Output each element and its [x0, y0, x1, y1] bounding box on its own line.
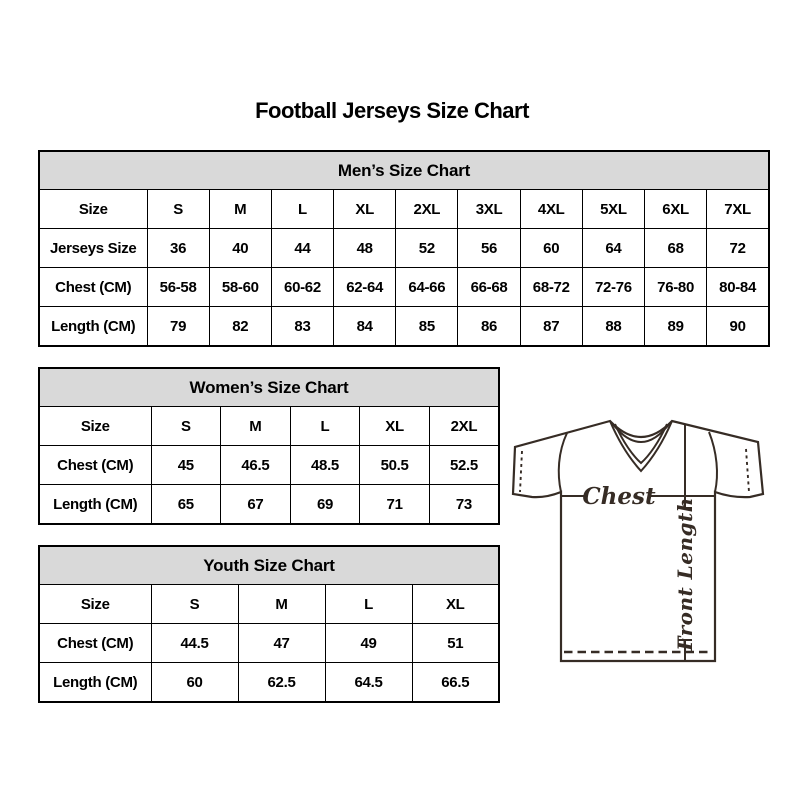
table-row: [39, 485, 499, 525]
value-cell: 86: [458, 307, 520, 347]
value-cell: 64: [582, 229, 644, 268]
value-cell: XL: [360, 407, 430, 446]
value-cell: 62.5: [238, 663, 325, 703]
row-label-cell: Chest (CM): [39, 446, 151, 485]
table-title-header: Youth Size Chart: [39, 546, 499, 585]
value-cell: 40: [209, 229, 271, 268]
value-cell: 80-84: [707, 268, 769, 307]
value-cell: 60: [151, 663, 238, 703]
value-cell: 71: [360, 485, 430, 525]
value-cell: 4XL: [520, 190, 582, 229]
table-row: [39, 190, 769, 229]
table-row: [39, 624, 499, 663]
value-cell: 2XL: [396, 190, 458, 229]
value-cell: 6XL: [645, 190, 707, 229]
value-cell: S: [151, 407, 221, 446]
row-label-cell: Size: [39, 407, 151, 446]
value-cell: 89: [645, 307, 707, 347]
value-cell: 76-80: [645, 268, 707, 307]
value-cell: 64.5: [325, 663, 412, 703]
row-label-cell: Size: [39, 585, 151, 624]
value-cell: 85: [396, 307, 458, 347]
value-cell: S: [147, 190, 209, 229]
value-cell: 82: [209, 307, 271, 347]
table-row: [39, 407, 499, 446]
table-title-header: Men’s Size Chart: [39, 151, 769, 190]
value-cell: 69: [290, 485, 360, 525]
row-label-cell: Chest (CM): [39, 268, 147, 307]
jersey-body-outline: [513, 421, 763, 661]
mens-size-chart-table: [38, 150, 770, 347]
value-cell: S: [151, 585, 238, 624]
jersey-measurement-diagram: [512, 416, 772, 666]
row-label-cell: Length (CM): [39, 485, 151, 525]
value-cell: L: [271, 190, 333, 229]
value-cell: 68: [645, 229, 707, 268]
value-cell: L: [325, 585, 412, 624]
value-cell: 79: [147, 307, 209, 347]
page-title: Football Jerseys Size Chart: [255, 98, 529, 123]
value-cell: L: [290, 407, 360, 446]
value-cell: 68-72: [520, 268, 582, 307]
front-length-label: Front Length: [673, 497, 697, 651]
value-cell: 46.5: [221, 446, 291, 485]
value-cell: 50.5: [360, 446, 430, 485]
value-cell: 48.5: [290, 446, 360, 485]
value-cell: 7XL: [707, 190, 769, 229]
table-row: [39, 663, 499, 703]
value-cell: 56: [458, 229, 520, 268]
table-row: [39, 229, 769, 268]
value-cell: XL: [412, 585, 499, 624]
value-cell: XL: [334, 190, 396, 229]
value-cell: M: [209, 190, 271, 229]
mens-size-chart-section: [38, 150, 770, 347]
value-cell: 64-66: [396, 268, 458, 307]
row-label-cell: Chest (CM): [39, 624, 151, 663]
value-cell: 66.5: [412, 663, 499, 703]
jersey-outline-icon: [512, 416, 772, 666]
value-cell: 52: [396, 229, 458, 268]
value-cell: 72: [707, 229, 769, 268]
value-cell: 3XL: [458, 190, 520, 229]
youth-size-chart-section: [38, 545, 500, 703]
value-cell: 51: [412, 624, 499, 663]
value-cell: 45: [151, 446, 221, 485]
value-cell: 60-62: [271, 268, 333, 307]
row-label-cell: Jerseys Size: [39, 229, 147, 268]
value-cell: 83: [271, 307, 333, 347]
value-cell: 48: [334, 229, 396, 268]
value-cell: 52.5: [429, 446, 499, 485]
value-cell: 67: [221, 485, 291, 525]
value-cell: 88: [582, 307, 644, 347]
table-title-header: Women’s Size Chart: [39, 368, 499, 407]
value-cell: 90: [707, 307, 769, 347]
value-cell: 36: [147, 229, 209, 268]
value-cell: 2XL: [429, 407, 499, 446]
youth-size-chart-table: [38, 545, 500, 703]
womens-size-chart-section: [38, 367, 500, 525]
value-cell: 87: [520, 307, 582, 347]
value-cell: 62-64: [334, 268, 396, 307]
row-label-cell: Length (CM): [39, 663, 151, 703]
value-cell: 47: [238, 624, 325, 663]
chest-label: Chest: [582, 483, 656, 510]
value-cell: 84: [334, 307, 396, 347]
value-cell: M: [221, 407, 291, 446]
table-row: [39, 446, 499, 485]
value-cell: 44: [271, 229, 333, 268]
table-row: [39, 307, 769, 347]
value-cell: 60: [520, 229, 582, 268]
value-cell: M: [238, 585, 325, 624]
value-cell: 58-60: [209, 268, 271, 307]
value-cell: 65: [151, 485, 221, 525]
value-cell: 44.5: [151, 624, 238, 663]
value-cell: 72-76: [582, 268, 644, 307]
value-cell: 5XL: [582, 190, 644, 229]
table-row: [39, 585, 499, 624]
table-row: [39, 268, 769, 307]
value-cell: 73: [429, 485, 499, 525]
womens-size-chart-table: [38, 367, 500, 525]
value-cell: 56-58: [147, 268, 209, 307]
row-label-cell: Size: [39, 190, 147, 229]
value-cell: 49: [325, 624, 412, 663]
row-label-cell: Length (CM): [39, 307, 147, 347]
value-cell: 66-68: [458, 268, 520, 307]
